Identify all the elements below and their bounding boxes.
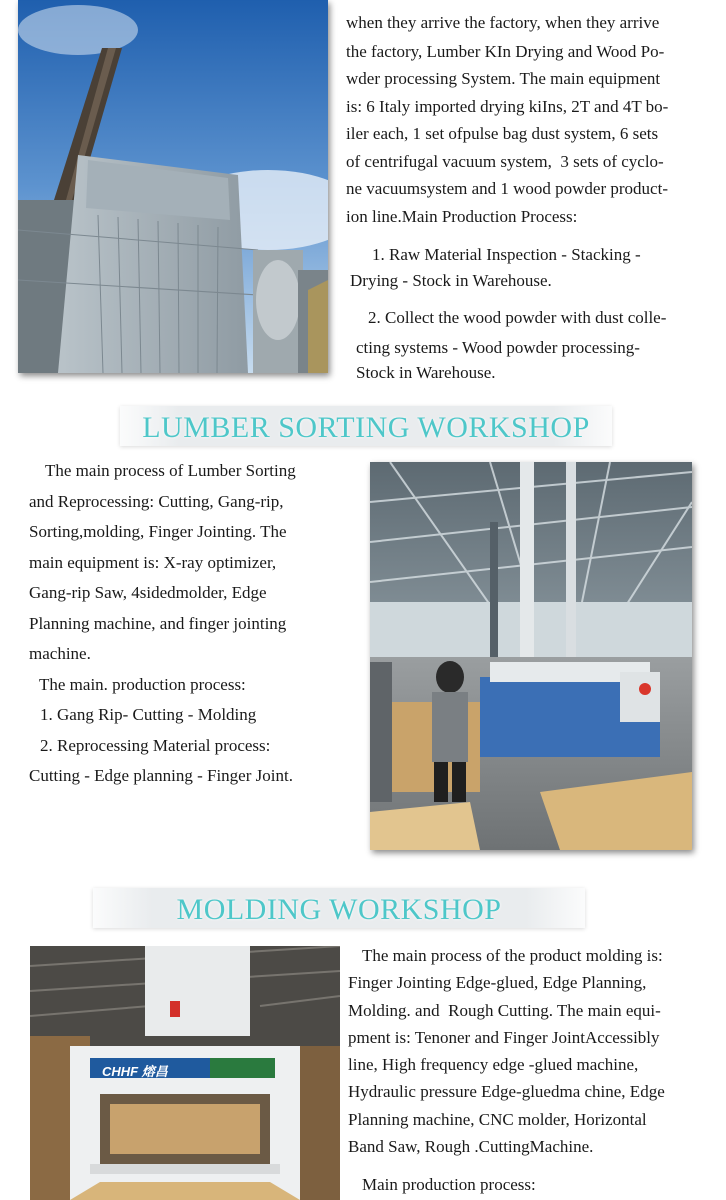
- section1-line: is: 6 Italy imported drying kiIns, 2T and 4T bo-: [346, 96, 669, 116]
- lumber-sorting-banner: [120, 406, 612, 446]
- step1-line: Drying - Stock in Warehouse.: [350, 270, 552, 290]
- section2-line: 1. Gang Rip- Cutting - Molding: [40, 705, 257, 724]
- section3-line: Molding. and Rough Cutting. The main equi-: [348, 1000, 661, 1020]
- section1-line: wder processing System. The main equipment: [346, 69, 661, 88]
- section1-line: iler each, 1 set ofpulse bag dust system, 6 sets: [346, 124, 659, 143]
- molding-title: MOLDING WORKSHOP: [176, 893, 502, 926]
- section2-line: The main. production process:: [39, 674, 246, 694]
- section2-line: main equipment is: X-ray optimizer,: [29, 552, 277, 572]
- section2-line: Planning machine, and finger jointing: [29, 613, 287, 633]
- molding-banner: [93, 888, 585, 928]
- step2-line: cting systems - Wood powder processing-: [356, 337, 640, 357]
- section2-line: and Reprocessing: Cutting, Gang-rip,: [29, 491, 284, 511]
- section1-text: [346, 10, 668, 229]
- section1-line: ion line.Main Production Process:: [346, 206, 578, 226]
- section2-line: The main process of Lumber Sorting: [45, 461, 296, 480]
- section3-line: Band Saw, Rough .CuttingMachine.: [348, 1137, 594, 1157]
- section2-line: 2. Reprocessing Material process:: [40, 735, 271, 755]
- machine-brand-label: CHHF 熔昌: [102, 1064, 168, 1079]
- section1-line: the factory, Lumber KIn Drying and Wood Po-: [346, 41, 665, 61]
- section1-line: when they arrive the factory, when they arrive: [346, 13, 660, 32]
- section1-line: ne vacuumsystem and 1 wood powder product-: [346, 179, 668, 198]
- section3-line: Finger Jointing Edge-glued, Edge Planning,: [348, 973, 647, 993]
- section3-line: pment is: Tenoner and Finger JointAccessibly: [348, 1027, 660, 1047]
- section2-line: Sorting,molding, Finger Jointing. The: [29, 522, 287, 541]
- step2-line: Stock in Warehouse.: [356, 363, 496, 382]
- step2-line: 2. Collect the wood powder with dust colle-: [368, 308, 667, 327]
- section1-line: of centrifugal vacuum system, 3 sets of cyclo-: [346, 151, 664, 171]
- step1-line: 1. Raw Material Inspection - Stacking -: [372, 245, 641, 264]
- section3-line: line, High frequency edge -glued machine,: [348, 1055, 639, 1075]
- section3-text: [348, 942, 665, 1160]
- section3-line: The main process of the product molding is:: [362, 946, 663, 965]
- section3-line: Hydraulic pressure Edge-gluedma chine, Edge: [348, 1082, 665, 1102]
- section3-main-process: Main production process:: [362, 1175, 536, 1194]
- section1-step1: [350, 242, 641, 293]
- section2-text: [29, 456, 296, 792]
- boiler-photo: [18, 0, 328, 373]
- section2-line: Gang-rip Saw, 4sidedmolder, Edge: [29, 583, 267, 602]
- molding-photo: [30, 946, 340, 1200]
- lumber-sorting-photo: [370, 462, 692, 850]
- lumber-sorting-title: LUMBER SORTING WORKSHOP: [142, 411, 590, 444]
- section1-step2: [356, 305, 666, 386]
- section2-line: Cutting - Edge planning - Finger Joint.: [29, 766, 293, 785]
- section2-line: machine.: [29, 644, 91, 663]
- section3-line: Planning machine, CNC molder, Horizontal: [348, 1109, 647, 1129]
